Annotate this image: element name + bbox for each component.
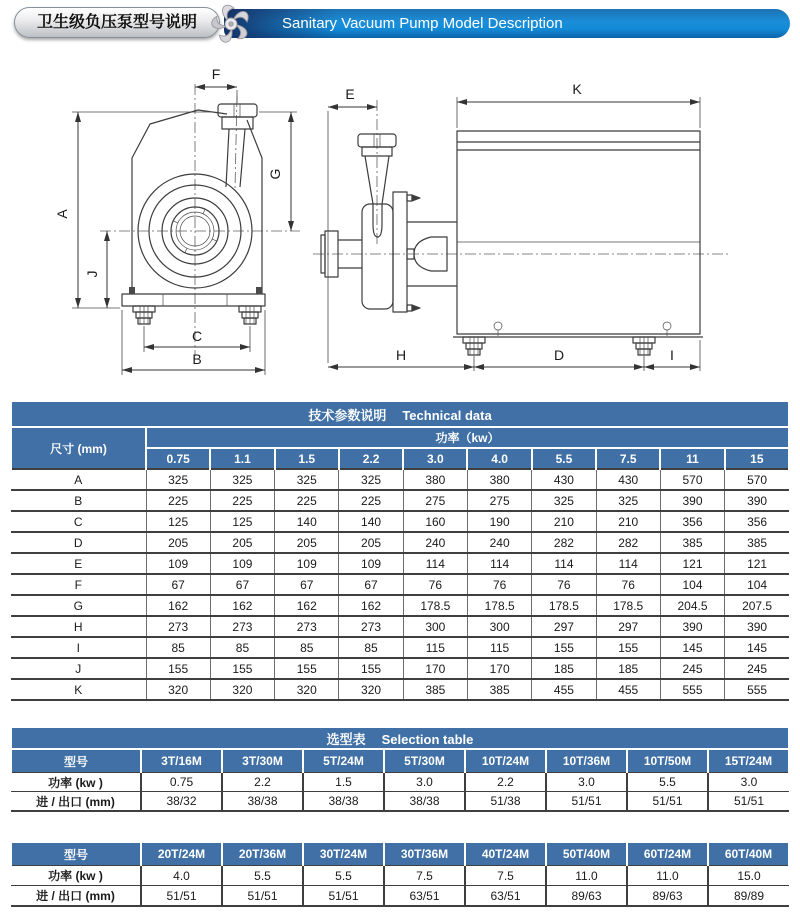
dimension-row-label: H <box>11 616 146 637</box>
power-row <box>11 773 789 792</box>
dimension-value-cell: 385 <box>660 532 724 553</box>
ports-value: 51/38 <box>465 792 546 812</box>
model-header: 20T/24M <box>141 842 222 866</box>
dimension-value-cell: 67 <box>210 574 274 595</box>
dimension-row-label: C <box>11 511 146 532</box>
dimension-value-cell: 245 <box>725 658 789 679</box>
dimension-value-cell: 162 <box>275 595 339 616</box>
power-column-header: 1.5 <box>275 448 339 469</box>
dimension-value-cell: 76 <box>403 574 467 595</box>
dimension-value-cell: 121 <box>725 553 789 574</box>
dimension-value-cell: 155 <box>210 658 274 679</box>
dimension-value-cell: 225 <box>210 490 274 511</box>
dimension-row-label: B <box>11 490 146 511</box>
dimension-value-cell: 273 <box>210 616 274 637</box>
size-header: 尺寸 (mm) <box>11 427 146 469</box>
power-column-header: 11 <box>660 448 724 469</box>
dimension-value-cell: 385 <box>403 679 467 700</box>
model-header: 30T/24M <box>303 842 384 866</box>
dimension-value-cell: 390 <box>660 616 724 637</box>
power-column-header: 1.1 <box>210 448 274 469</box>
dimension-value-cell: 380 <box>467 469 531 490</box>
dimension-value-cell: 325 <box>146 469 210 490</box>
dimension-value-cell: 204.5 <box>660 595 724 616</box>
power-column-header: 3.0 <box>403 448 467 469</box>
model-header: 15T/24M <box>708 749 789 773</box>
dimension-value-cell: 356 <box>660 511 724 532</box>
dimension-value-cell: 125 <box>146 511 210 532</box>
dimension-value-cell: 104 <box>725 574 789 595</box>
dimension-value-cell: 109 <box>210 553 274 574</box>
dimension-value-cell: 555 <box>725 679 789 700</box>
dimension-value-cell: 385 <box>725 532 789 553</box>
power-value: 2.2 <box>222 773 303 792</box>
dim-label-f: F <box>211 66 221 82</box>
ports-value: 51/51 <box>222 886 303 907</box>
ports-value: 51/51 <box>141 886 222 907</box>
ports-row-label: 进 / 出口 (mm) <box>11 792 141 812</box>
dimension-value-cell: 115 <box>403 637 467 658</box>
power-value: 5.5 <box>303 866 384 886</box>
dimension-value-cell: 320 <box>146 679 210 700</box>
ports-value: 38/38 <box>384 792 465 812</box>
dimension-value-cell: 155 <box>275 658 339 679</box>
model-header: 10T/24M <box>465 749 546 773</box>
dimension-value-cell: 455 <box>596 679 660 700</box>
power-value: 11.0 <box>627 866 708 886</box>
dim-label-e: E <box>345 86 355 102</box>
dim-label-b: B <box>192 351 202 367</box>
table-row <box>11 532 789 553</box>
dimension-value-cell: 282 <box>532 532 596 553</box>
dimension-value-cell: 325 <box>210 469 274 490</box>
model-header: 50T/40M <box>546 842 627 866</box>
dimension-value-cell: 273 <box>339 616 403 637</box>
dimension-value-cell: 320 <box>339 679 403 700</box>
dimension-value-cell: 178.5 <box>596 595 660 616</box>
dimension-value-cell: 275 <box>467 490 531 511</box>
power-header-row <box>11 427 789 448</box>
dimension-value-cell: 210 <box>532 511 596 532</box>
dimension-value-cell: 85 <box>275 637 339 658</box>
dimension-value-cell: 140 <box>275 511 339 532</box>
dimension-value-cell: 67 <box>339 574 403 595</box>
dimension-value-cell: 114 <box>467 553 531 574</box>
table-row <box>11 637 789 658</box>
power-header: 功率（kw） <box>146 427 789 448</box>
dimension-value-cell: 385 <box>467 679 531 700</box>
dimension-value-cell: 155 <box>339 658 403 679</box>
dimension-value-cell: 430 <box>596 469 660 490</box>
technical-drawing <box>10 54 790 394</box>
ports-value: 89/63 <box>627 886 708 907</box>
dimension-value-cell: 104 <box>660 574 724 595</box>
dimension-value-cell: 245 <box>660 658 724 679</box>
dimension-value-cell: 240 <box>467 532 531 553</box>
selection-title-en: Selection table <box>381 731 474 747</box>
ports-value: 38/38 <box>222 792 303 812</box>
model-header: 10T/50M <box>627 749 708 773</box>
power-value: 0.75 <box>141 773 222 792</box>
dimension-value-cell: 115 <box>467 637 531 658</box>
model-row <box>11 842 789 866</box>
model-header: 30T/36M <box>384 842 465 866</box>
dimension-value-cell: 570 <box>660 469 724 490</box>
dimension-value-cell: 320 <box>210 679 274 700</box>
dimension-value-cell: 162 <box>146 595 210 616</box>
dimension-value-cell: 185 <box>596 658 660 679</box>
power-value: 7.5 <box>384 866 465 886</box>
power-column-header: 4.0 <box>467 448 531 469</box>
power-row-label: 功率 (kw ) <box>11 866 141 886</box>
model-row-label: 型号 <box>11 749 141 773</box>
ports-value: 38/32 <box>141 792 222 812</box>
tech-table-title-en: Technical data <box>402 407 492 423</box>
model-header: 10T/36M <box>546 749 627 773</box>
power-value: 5.5 <box>627 773 708 792</box>
dimension-value-cell: 325 <box>532 490 596 511</box>
power-value: 3.0 <box>546 773 627 792</box>
table-row <box>11 469 789 490</box>
power-value: 3.0 <box>384 773 465 792</box>
model-header: 40T/24M <box>465 842 546 866</box>
tech-table-title <box>11 401 789 427</box>
dim-label-k: K <box>572 81 582 97</box>
dimension-row-label: K <box>11 679 146 700</box>
power-column-header: 0.75 <box>146 448 210 469</box>
ports-row-label: 进 / 出口 (mm) <box>11 886 141 907</box>
dimension-value-cell: 85 <box>339 637 403 658</box>
dimension-value-cell: 390 <box>725 616 789 637</box>
power-value: 1.5 <box>303 773 384 792</box>
header-pill <box>14 7 220 38</box>
dimension-value-cell: 205 <box>275 532 339 553</box>
power-value: 5.5 <box>222 866 303 886</box>
ports-value: 63/51 <box>384 886 465 907</box>
tech-table-body <box>11 469 789 700</box>
dimension-row-label: J <box>11 658 146 679</box>
dim-label-h: H <box>395 347 407 363</box>
dimension-value-cell: 297 <box>532 616 596 637</box>
dimension-value-cell: 320 <box>275 679 339 700</box>
dimension-value-cell: 275 <box>403 490 467 511</box>
power-row <box>11 866 789 886</box>
power-column-header: 2.2 <box>339 448 403 469</box>
table-row <box>11 553 789 574</box>
dimension-value-cell: 109 <box>146 553 210 574</box>
dimension-row-label: F <box>11 574 146 595</box>
dimension-value-cell: 205 <box>146 532 210 553</box>
front-view-drawing <box>54 66 300 375</box>
power-column-header: 15 <box>725 448 789 469</box>
model-header: 5T/24M <box>303 749 384 773</box>
page-title-cn: 卫生级负压泵型号说明 <box>36 14 197 31</box>
dimension-row-label: I <box>11 637 146 658</box>
ports-value: 51/51 <box>303 886 384 907</box>
power-row-label: 功率 (kw ) <box>11 773 141 792</box>
table-row <box>11 511 789 532</box>
dimension-value-cell: 178.5 <box>403 595 467 616</box>
dimension-value-cell: 430 <box>532 469 596 490</box>
tech-table-title-cn: 技术参数说明 <box>308 407 387 423</box>
ports-value: 63/51 <box>465 886 546 907</box>
power-value: 15.0 <box>708 866 789 886</box>
dimension-value-cell: 185 <box>532 658 596 679</box>
dimension-value-cell: 109 <box>339 553 403 574</box>
dimension-value-cell: 555 <box>660 679 724 700</box>
dimension-value-cell: 145 <box>660 637 724 658</box>
model-row-label: 型号 <box>11 842 141 866</box>
dimension-value-cell: 155 <box>532 637 596 658</box>
model-header: 5T/30M <box>384 749 465 773</box>
dimension-value-cell: 114 <box>532 553 596 574</box>
ports-value: 51/51 <box>627 792 708 812</box>
table-row <box>11 595 789 616</box>
dim-label-c: C <box>191 328 203 344</box>
dim-label-i: I <box>670 347 674 363</box>
dimension-value-cell: 160 <box>403 511 467 532</box>
dim-label-d: D <box>553 347 565 363</box>
dimension-value-cell: 225 <box>146 490 210 511</box>
dimension-value-cell: 300 <box>403 616 467 637</box>
ports-value: 89/63 <box>546 886 627 907</box>
table-row <box>11 490 789 511</box>
dimension-value-cell: 155 <box>146 658 210 679</box>
dimension-value-cell: 325 <box>275 469 339 490</box>
dimension-value-cell: 205 <box>339 532 403 553</box>
ports-value: 51/51 <box>708 792 789 812</box>
dimension-value-cell: 109 <box>275 553 339 574</box>
ports-value: 89/89 <box>708 886 789 907</box>
dimension-value-cell: 205 <box>210 532 274 553</box>
dimension-value-cell: 178.5 <box>532 595 596 616</box>
dimension-row-label: G <box>11 595 146 616</box>
power-value: 11.0 <box>546 866 627 886</box>
dimension-value-cell: 178.5 <box>467 595 531 616</box>
dimension-value-cell: 390 <box>660 490 724 511</box>
dimension-value-cell: 114 <box>403 553 467 574</box>
ports-value: 51/51 <box>546 792 627 812</box>
dimension-value-cell: 67 <box>275 574 339 595</box>
table-row <box>11 616 789 637</box>
model-header: 60T/40M <box>708 842 789 866</box>
model-header: 3T/30M <box>222 749 303 773</box>
dim-label-j: J <box>84 270 100 278</box>
dimension-value-cell: 455 <box>532 679 596 700</box>
power-value: 3.0 <box>708 773 789 792</box>
dimension-value-cell: 225 <box>339 490 403 511</box>
power-value: 4.0 <box>141 866 222 886</box>
dimension-value-cell: 210 <box>596 511 660 532</box>
selection-title-cn: 选型表 <box>326 731 366 747</box>
power-column-header: 5.5 <box>532 448 596 469</box>
model-header: 3T/16M <box>141 749 222 773</box>
dimension-value-cell: 297 <box>596 616 660 637</box>
selection-table-title-row <box>11 727 789 749</box>
dimension-value-cell: 170 <box>467 658 531 679</box>
dimension-value-cell: 67 <box>146 574 210 595</box>
dimension-value-cell: 325 <box>339 469 403 490</box>
model-header: 60T/24M <box>627 842 708 866</box>
dimension-value-cell: 162 <box>339 595 403 616</box>
selection-table-title <box>11 727 789 749</box>
power-column-header: 7.5 <box>596 448 660 469</box>
dimension-value-cell: 273 <box>275 616 339 637</box>
dimension-value-cell: 380 <box>403 469 467 490</box>
dimension-value-cell: 170 <box>403 658 467 679</box>
power-value: 7.5 <box>465 866 546 886</box>
dimension-value-cell: 121 <box>660 553 724 574</box>
technical-data-table <box>10 400 790 701</box>
selection-table-1 <box>10 726 790 812</box>
power-value: 2.2 <box>465 773 546 792</box>
side-view-drawing <box>313 81 730 371</box>
dim-label-g: G <box>267 168 283 180</box>
dimension-row-label: A <box>11 469 146 490</box>
ports-row <box>11 792 789 812</box>
table-row <box>11 658 789 679</box>
tech-table-title-row <box>11 401 789 427</box>
dimension-value-cell: 273 <box>146 616 210 637</box>
dimension-value-cell: 76 <box>532 574 596 595</box>
dimension-row-label: D <box>11 532 146 553</box>
dimension-value-cell: 240 <box>403 532 467 553</box>
impeller-icon <box>208 1 254 47</box>
dimension-value-cell: 162 <box>210 595 274 616</box>
dimension-value-cell: 155 <box>596 637 660 658</box>
dimension-value-cell: 390 <box>725 490 789 511</box>
dimension-value-cell: 140 <box>339 511 403 532</box>
dimension-value-cell: 325 <box>596 490 660 511</box>
dimension-value-cell: 190 <box>467 511 531 532</box>
dimension-value-cell: 282 <box>596 532 660 553</box>
table-row <box>11 679 789 700</box>
dimension-value-cell: 356 <box>725 511 789 532</box>
page-title-en: Sanitary Vacuum Pump Model Description <box>282 15 563 32</box>
table-row <box>11 574 789 595</box>
dimension-value-cell: 85 <box>210 637 274 658</box>
dimension-value-cell: 570 <box>725 469 789 490</box>
dimension-value-cell: 145 <box>725 637 789 658</box>
model-header: 20T/36M <box>222 842 303 866</box>
dimension-value-cell: 76 <box>467 574 531 595</box>
dimension-value-cell: 207.5 <box>725 595 789 616</box>
model-row <box>11 749 789 773</box>
dimension-value-cell: 300 <box>467 616 531 637</box>
dimension-value-cell: 85 <box>146 637 210 658</box>
dim-label-a: A <box>54 209 70 219</box>
dimension-value-cell: 225 <box>275 490 339 511</box>
header-bar <box>224 9 790 38</box>
ports-value: 38/38 <box>303 792 384 812</box>
dimension-value-cell: 125 <box>210 511 274 532</box>
ports-row <box>11 886 789 907</box>
dimension-value-cell: 114 <box>596 553 660 574</box>
dimension-row-label: E <box>11 553 146 574</box>
selection-table-2 <box>10 841 790 907</box>
dimension-value-cell: 76 <box>596 574 660 595</box>
